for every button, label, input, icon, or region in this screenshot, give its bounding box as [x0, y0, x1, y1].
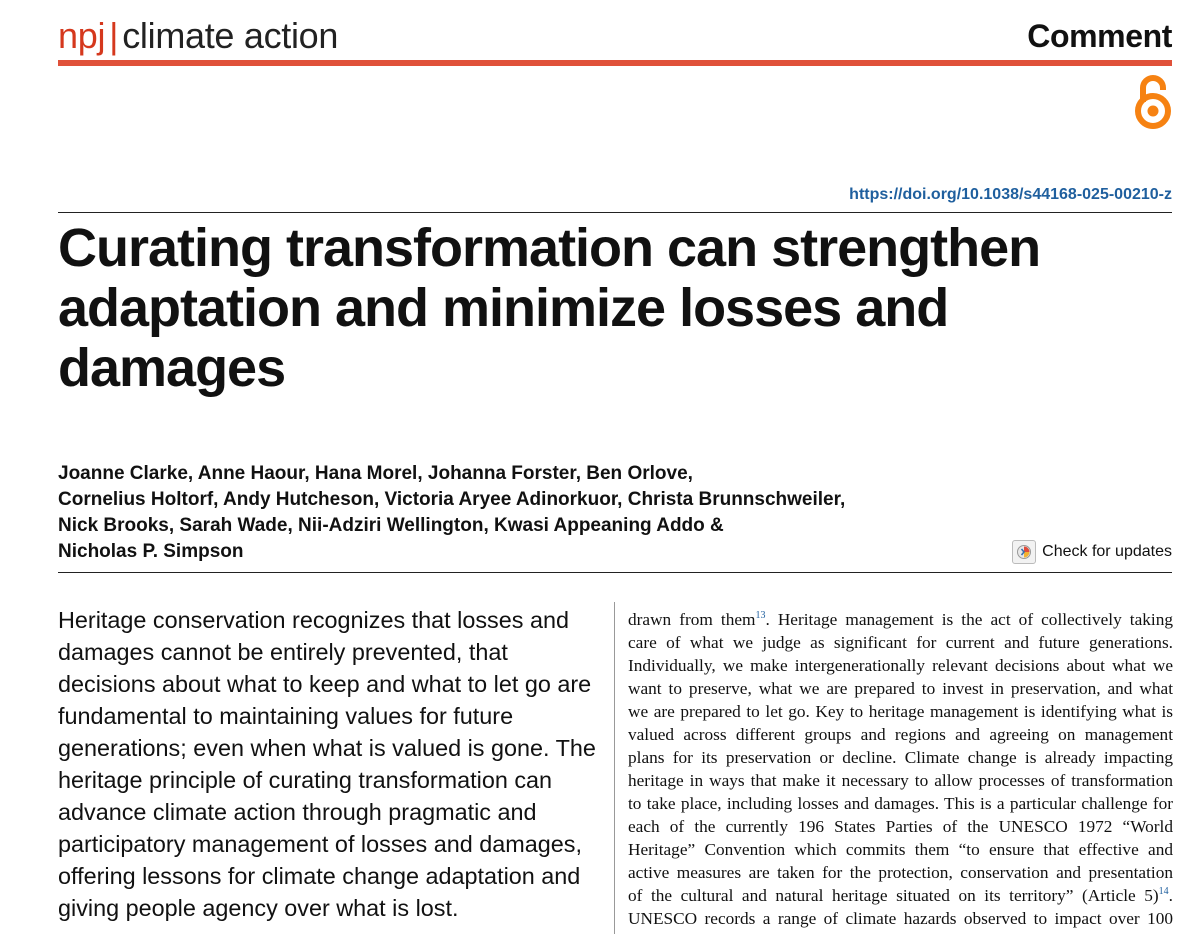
reference-14[interactable]: 14	[1158, 886, 1169, 898]
body-line: to take place, including losses and damages. This is a particular challenge for	[628, 794, 1173, 813]
author-line: Nick Brooks, Sarah Wade, Nii-Adziri Wellington, Kwasi Appeaning Addo &	[58, 515, 724, 536]
check-for-updates-label: Check for updates	[1042, 543, 1172, 560]
journal-brand[interactable]	[58, 14, 338, 58]
body-text-segment: . Heritage management is the act of collectively taking	[765, 610, 1173, 629]
reference-13[interactable]: 13	[755, 610, 766, 622]
author-line: Joanne Clarke, Anne Haour, Hana Morel, Johanna Forster, Ben Orlove,	[58, 463, 693, 484]
author-line: Nicholas P. Simpson	[58, 541, 244, 562]
body-line: care of what we judge as significant for current and future generations.	[628, 633, 1173, 652]
body-line: active measures are taken for the protection, conservation and presentation	[628, 863, 1173, 882]
author-list	[58, 461, 958, 565]
body-line: each of the currently 196 States Parties of the UNESCO 1972 “World	[628, 817, 1173, 836]
body-text-segment: drawn from them	[628, 610, 756, 629]
body-text-segment: .	[1168, 886, 1173, 905]
body-line: valued across different groups and regions and agreeing on management	[628, 725, 1173, 744]
body-text-segment: of the cultural and natural heritage situated on its territory” (Article 5)	[628, 886, 1159, 905]
body-line: Individually, we make intergenerationally relevant decisions about what we	[628, 656, 1173, 675]
journal-name: climate action	[122, 15, 339, 56]
body-line: heritage in ways that make it necessary to allow processes of transformation	[628, 771, 1173, 790]
article-title: Curating transformation can strengthen adaptation and minimize losses and damages	[58, 218, 1041, 398]
body-text	[628, 608, 1173, 930]
body-line	[628, 884, 1173, 907]
journal-separator: |	[109, 15, 119, 56]
journal-prefix: npj	[58, 15, 106, 56]
header-rule	[58, 60, 1172, 66]
body-line: UNESCO records a range of climate hazards observed to impact over 100	[628, 909, 1173, 928]
body-line	[628, 608, 1173, 631]
abstract: Heritage conservation recognizes that losses and damages cannot be entirely prevented, that decisions about what to keep and what to let go are fundamental to maintaining values for future generations; even when what is valued is gone. The heritage principle of curating transformation can advance climate action through pragmatic and participatory management of losses and damages, offering lessons for climate change adaptation and giving people agency over what is lost.	[58, 607, 596, 921]
title-rule	[58, 212, 1172, 213]
column-divider	[614, 602, 615, 934]
body-line: want to preserve, what we are prepared to invest in preservation, and what	[628, 679, 1173, 698]
check-for-updates-button[interactable]	[1012, 540, 1172, 564]
check-for-updates-icon	[1012, 540, 1036, 564]
body-line: we are prepared to let go. Key to heritage management is identifying what is	[628, 702, 1173, 721]
open-access-icon	[1133, 72, 1173, 132]
doi-link[interactable]: https://doi.org/10.1038/s44168-025-00210-z	[849, 186, 1172, 203]
author-line: Cornelius Holtorf, Andy Hutcheson, Victoria Aryee Adinorkuor, Christa Brunnschweiler,	[58, 489, 846, 510]
article-type-label: Comment	[1027, 18, 1172, 54]
authors-rule	[58, 572, 1172, 573]
body-line: plans for its preservation or decline. Climate change is already impacting	[628, 748, 1173, 767]
body-line: Heritage” Convention which commits them “to ensure that effective and	[628, 840, 1173, 859]
